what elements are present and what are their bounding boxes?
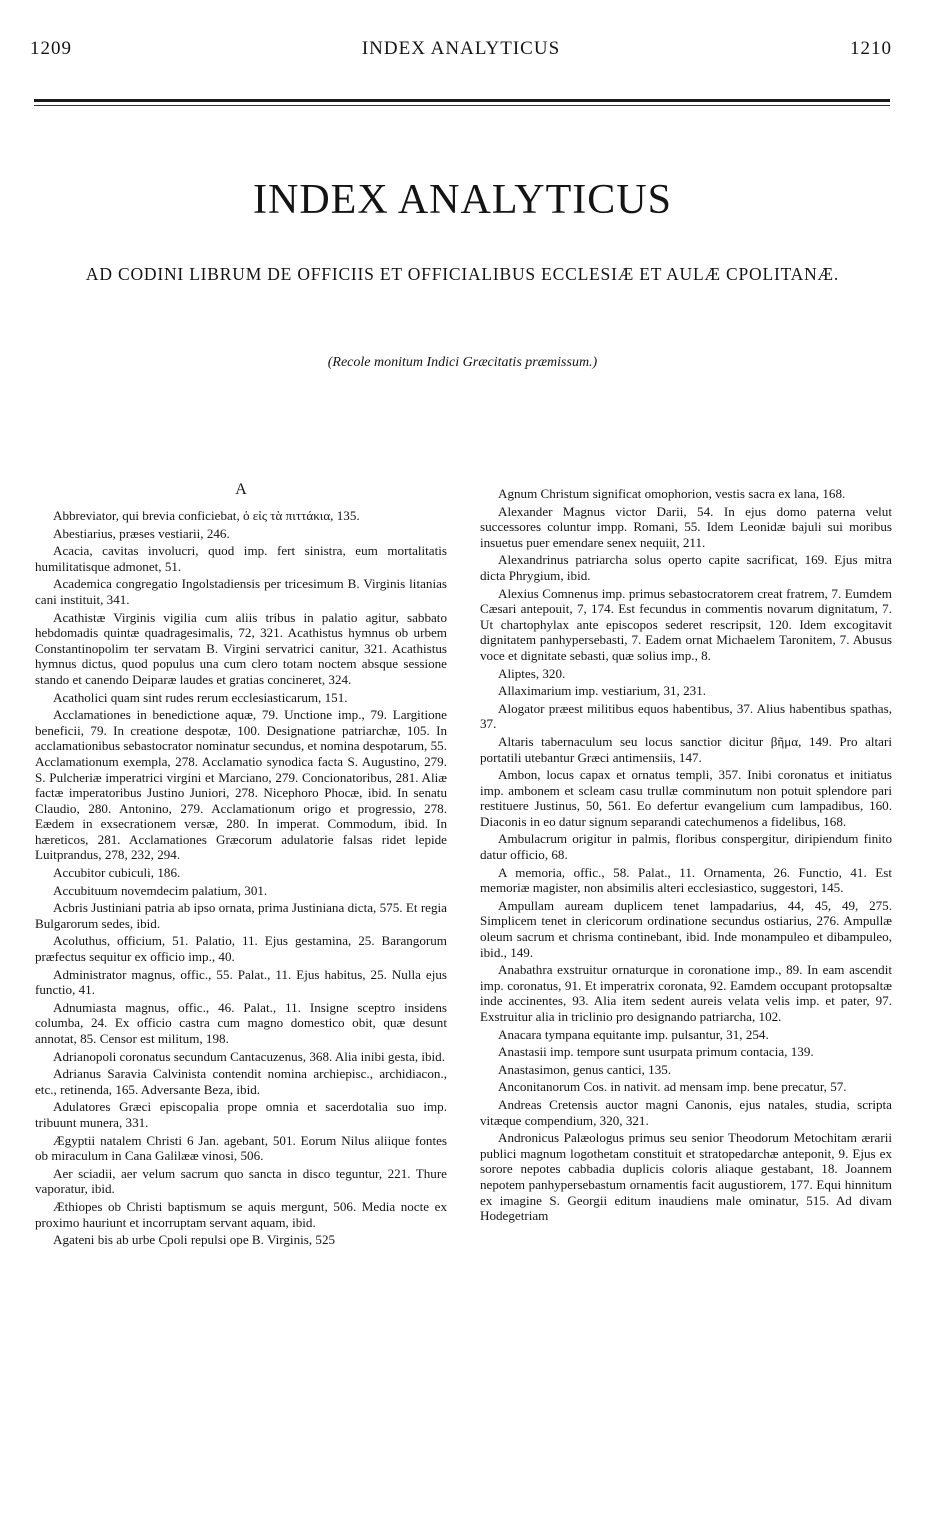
index-entry: Adrianus Saravia Calvinista contendit nomina archiepisc., archidiacon., etc., retinenda, 165. Adversante Beza, ibid. (35, 1066, 447, 1097)
running-head (30, 38, 892, 60)
index-entry: Adnumiasta magnus, offic., 46. Palat., 11. Insigne sceptro insidens columba, 24. Ex officio castra cum magno domestico obit, quæ desunt annotat, 85. Censor est militum, 198. (35, 999, 447, 1046)
index-entry: Anconitanorum Cos. in nativit. ad mensam imp. bene precatur, 57. (498, 1079, 847, 1095)
index-entry: Anastasii imp. tempore sunt usurpata primum contacia, 139. (498, 1044, 814, 1060)
index-entry: Alexander Magnus victor Darii, 54. In ejus domo paterna velut successores coluntur impp. Romani, 55. Idem Leonidæ bajuli sui moribus insuetus puer emendare senex nequiit, 211. (480, 503, 892, 550)
index-entry: Anacara tympana equitante imp. pulsantur, 31, 254. (498, 1026, 769, 1042)
index-entry: Accubituum novemdecim palatium, 301. (53, 882, 268, 898)
header-rule-thick (34, 99, 890, 102)
index-entry: Acathistæ Virginis vigilia cum aliis tribus in palatio agitur, sabbato hebdomadis quintæ quadragesimalis, 72, 321. Acathistus hymnus ob urbem Constantinopolim ter servatam B. Virgini servatrici canitur, 321. Acathistus hymnus dictus, quod populus una cum clero totam noctem absque sessione stando et canendo Deiparæ laudes et gratias concineret, 324. (35, 609, 447, 687)
index-entry: Adulatores Græci episcopalia prope omnia et sacerdotalia suo imp. tribuunt munera, 331. (35, 1099, 447, 1130)
index-entry: Acacia, cavitas involucri, quod imp. fert sinistra, eum mortalitatis humilitatisque admonet, 51. (35, 543, 447, 574)
page-title: INDEX ANALYTICUS (253, 177, 672, 223)
index-entry: Agateni bis ab urbe Cpoli repulsi ope B. Virginis, 525 (53, 1232, 336, 1248)
index-entry: Anastasimon, genus cantici, 135. (498, 1061, 672, 1077)
index-entry: Administrator magnus, offic., 55. Palat., 11. Ejus habitus, 25. Nulla ejus functio, 41. (35, 966, 447, 998)
page-number-right: 1210 (850, 38, 892, 59)
index-entry: Æthiopes ob Christi baptismum se aquis mergunt, 506. Media nocte ex proximo hauriunt et incorruptam servant aquam, ibid. (35, 1198, 447, 1230)
index-entry: Aer sciadii, aer velum sacrum quo sancta in disco teguntur, 221. Thure vaporatur, ibid. (35, 1165, 447, 1197)
running-title: INDEX ANALYTICUS (361, 38, 561, 59)
index-entry: Alexandrinus patriarcha solus operto capite sacrificat, 169. Ejus mitra dicta Phrygium, ibid. (480, 552, 892, 583)
index-entry: A memoria, offic., 58. Palat., 11. Ornamenta, 26. Functio, 41. Est memoriæ magister, non absimilis alteri ecclesiastico, suggestori, 145. (480, 864, 892, 896)
index-entry: Abestiarius, præses vestiarii, 246. (53, 525, 230, 541)
index-entry: Acclamationes in benedictione aquæ, 79. Unctione imp., 79. Largitione beneficii, 79. In creatione despotæ, 100. Designatione patriarchæ, 105. In acclamationibus sebastocrator nominatur secundus, et nomina despotarum, 55. Acclamationum exempla, 278. Acclamatio synodica facta S. Augustino, 279. S. Pulcheriæ imperatrici virgini et Marciano, 279. Concionatoribus, 281. Aliæ factæ imperatoribus Justino Juniori, 278. Nicephoro Phocæ, ibid. In senatu Claudio, 280. Antonino, 279. Acclamationum origo et progressio, 278. Eædem in exsecrationem versæ, 280. In imperat. Commodum, ibid. In hæreticos, 281. Acclamationes Græcorum adulatorie falsas ridet lepide Luitprandus, 278, 232, 294. (35, 707, 447, 863)
index-entry: Agnum Christum significat omophorion, vestis sacra ex lana, 168. (498, 486, 846, 501)
index-entry: Acbris Justiniani patria ab ipso ornata, prima Justiniana dicta, 575. Et regia Bulgarorum sedes, ibid. (35, 900, 447, 931)
page-number-left: 1209 (30, 38, 72, 59)
page-subtitle: AD CODINI LIBRUM DE OFFICIIS ET OFFICIALIBUS ECCLESIÆ ET AULÆ CPOLITANÆ. (85, 264, 840, 284)
index-entry: Acatholici quam sint rudes rerum ecclesiasticarum, 151. (53, 689, 348, 705)
index-entry: Anabathra exstruitur ornaturque in coronatione imp., 89. In eam ascendit imp. coronatus, 91. Et imperatrix coronata, 92. Eamdem occupant protopsaltæ inde accinentes, 93. Alia item sedent aureis velata velis imp. et pater, 97. Exstruitur alia in triclinio pro designando patriarcha, 102. (480, 962, 892, 1024)
header-rule-thin (34, 105, 890, 106)
index-entry: Adrianopoli coronatus secundum Cantacuzenus, 368. Alia inibi gesta, ibid. (53, 1048, 446, 1064)
index-entry: Ambulacrum origitur in palmis, floribus conspergitur, diripiendum finito datur officio, 68. (480, 831, 892, 863)
index-entry: Alexius Comnenus imp. primus sebastocratorem creat fratrem, 7. Eumdem Cæsari antepouit, 7, 174. Est fecundus in commentis novarum dignitatum, 7. Ut chartophylax ante episcopos sederet rescripsit, 120. Idem excogitavit dignitatem panhypersebasti, 7. Eadem ornat Michaelem Taronitem, 7. Abusus voce et dignitate sebasti, quæ solius imp., 8. (480, 585, 892, 663)
index-entry: Altaris tabernaculum seu locus sanctior dicitur βῆμα, 149. Pro altari portatili utebantur Græci antimensiis, 147. (480, 733, 892, 765)
index-entry: Allaximarium imp. vestiarium, 31, 231. (498, 683, 707, 699)
index-entry: Accubitor cubiculi, 186. (53, 865, 181, 881)
index-entry: Abbreviator, qui brevia conficiebat, ὁ εἰς τὰ πιττάκια, 135. (53, 508, 360, 523)
index-entry: Ægyptii natalem Christi 6 Jan. agebant, 501. Eorum Nilus aliique fontes ob miraculum in Cana Galilææ vinosi, 506. (35, 1132, 447, 1164)
index-entry: Ampullam auream duplicem tenet lampadarius, 44, 45, 49, 275. Simplicem tenet in clericorum ordinatione secundus ostiarius, 276. Ampullæ oleum sacrum et chrisma continebant, ibid. Inde monampuleo et dibampuleo, ibid., 149. (480, 897, 892, 960)
index-entry: Andreas Cretensis auctor magni Canonis, ejus natales, studia, scripta vitæque compendium, 320, 321. (480, 1096, 892, 1128)
index-entry: Acoluthus, officium, 51. Palatio, 11. Ejus gestamina, 25. Barangorum præfectus sequitur ex officio imp., 40. (35, 933, 447, 965)
section-letter: A (235, 481, 247, 498)
left-column (35, 482, 447, 1250)
index-entry: Alogator præest militibus equos habentibus, 37. Alius habentibus spathas, 37. (480, 700, 892, 732)
index-entry: Andronicus Palæologus primus seu senior Theodorum Metochitam ærarii publici magnum logothetam constituit et stratopedarchæ anteponit, 9. Ejus ex sorore nepotes cabbadia duplicis coloris aliaque gestabant, 18. Joannem nepotem panhypersebastum ornamentis facit augustiorem, 177. Equi hinnitum ex imagine S. Georgii editum inaudiens male ominatur, 515. Ad divam Hodegetriam (480, 1130, 892, 1224)
right-column (480, 486, 892, 1226)
index-entry: Aliptes, 320. (498, 665, 566, 681)
index-entry: Ambon, locus capax et ornatus templi, 357. Inibi coronatus et initiatus imp. ambonem et scleam casu trullæ comminutum non potuit splendore pari restituere Justinus, 50, 561. Eo defertur evangelium cum lampadibus, 160. Diaconis in eo datur signum separandi catechumenos a fidelibus, 168. (480, 767, 892, 829)
editorial-note: (Recole monitum Indici Græcitatis præmissum.) (327, 355, 598, 370)
index-entry: Academica congregatio Ingolstadiensis per tricesimum B. Virginis litanias cani instituit, 341. (35, 576, 447, 607)
